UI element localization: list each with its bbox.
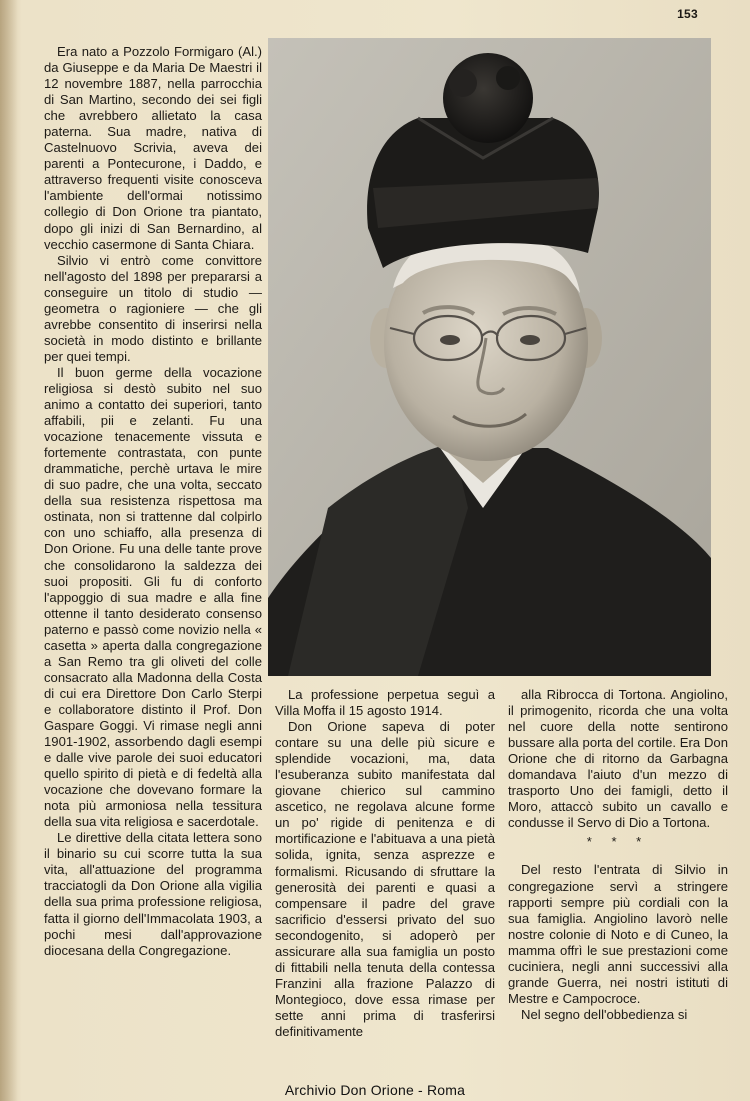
paragraph: Del resto l'entrata di Silvio in congregazione servì a stringere rapporti sempre più cordiali con la sua famiglia. Angiolino lavorò nelle nostre colonie di Noto e di Cuneo, la mamma offrì le sue prestazioni come cuciniera, negli anni successivi alla grande Guerra, nei nostri istituti di Mestre e Campocroce. (508, 862, 728, 1006)
paragraph: Il buon germe della vocazione religiosa si destò subito nel suo animo a contatto dei superiori, tanto affabili, pii e zelanti. Fu una vocazione tenacemente vissuta e fortemente contrastata, con punte drammatiche, perchè urtava le mire di suo padre, che una volta, seccato della sua resistenza rispettosa ma ostinata, non si trattenne dal colpirlo con uno schiaffo, alla presenza di Don Orione. Fu una delle tante prove che consolidarono la saldezza dei suoi propositi. Gli fu di conforto l'appoggio di sua madre e alla fine ottenne il tanto desiderato consenso paterno e passò come novizio nella « casetta » aperta dalla congregazione a San Remo tra gli oliveti del colle consacrato alla Madonna della Costa di cui era Direttore Don Carlo Sterpi e collaboratore distinto il Prof. Don Gaspare Goggi. Vi rimase negli anni 1901-1902, assorbendo dagli esempi e dalle vive parole dei suoi educatori quello spirito di pietà e di fedeltà alla vocazione che dovevano formare la nota più armoniosa nella tessitura della sua vita religiosa e sacerdotale. (44, 364, 262, 830)
paragraph: Le direttive della citata lettera sono il binario su cui scorre tutta la sua vita, all'attuazione del programma tracciatogli da Don Orione alla vigilia della sua prima professione religiosa, fatta il giorno dell'Immacolata 1903, a pochi mesi dall'approvazione diocesana della Congregazione. (44, 830, 262, 958)
paragraph: Era nato a Pozzolo Formigaro (Al.) da Giuseppe e da Maria De Maestri il 12 novembre 1887, nella parrocchia di San Martino, secondo dei sei figli che avrebbero allietato la casa paterna. Sua madre, nativa di Castelnuovo Scrivia, aveva dei parenti a Pontecurone, i Daddo, e attraverso frequenti visite conosceva l'ambiente dell'ormai notissimo collegio di Don Orione tra piantato, dopo gli inizi di San Bernardino, al vecchio casermone di Santa Chiara. (44, 44, 262, 252)
paragraph: La professione perpetua seguì a Villa Moffa il 15 agosto 1914. (275, 687, 495, 719)
archive-footer: Archivio Don Orione - Roma (284, 1082, 466, 1098)
text-column-middle (275, 687, 495, 1040)
portrait-photo-icon (268, 38, 711, 676)
paragraph: Don Orione sapeva di poter contare su una delle più sicure e splendide vocazioni, ma, data l'esuberanza subito manifestata dal giovane chierico sul cammino ascetico, ne regolava alcune forme un po' rigide di penitenza e di mortificazione e l'abituava a una pietà solida, ignita, senza asprezze e formalismi. Ricusando di sfruttare la generosità dei parenti e quasi a compensare il padre del grave sacrificio d'essersi privato del suo secondogenito, si adoperò per assicurare alla sua famiglia un posto di fittabili nella tenuta della contessa Franzini alla frazione Palazzo di Montegioco, dove essa rimase per sette anni prima di trasferirsi definitivamente (275, 719, 495, 1039)
text-column-left (44, 44, 262, 959)
paragraph: Silvio vi entrò come convittore nell'agosto del 1898 per prepararsi a conseguire un titolo di studio — geometra o ragioniere — che gli avrebbe consentito di inserirsi nella società in modo distinto e brillante per quei tempi. (44, 252, 262, 364)
text-column-right (508, 687, 728, 1023)
section-separator: * * * (586, 834, 650, 850)
page-spine-shadow (0, 0, 18, 1101)
page-number: 153 (677, 7, 698, 21)
paragraph: alla Ribrocca di Tortona. Angiolino, il primogenito, ricorda che una volta nel cuore della notte sentirono bussare alla porta del cortile. Era Don Orione che di ritorno da Garbagna domandava l'aiuto d'un mezzo di trasporto Uno dei famigli, detto il Moro, attaccò subito un cavallo e condusse il Servo di Dio a Tortona. (508, 687, 728, 831)
portrait-photo (268, 38, 711, 676)
paragraph: Nel segno dell'obbedienza si (521, 1006, 688, 1022)
